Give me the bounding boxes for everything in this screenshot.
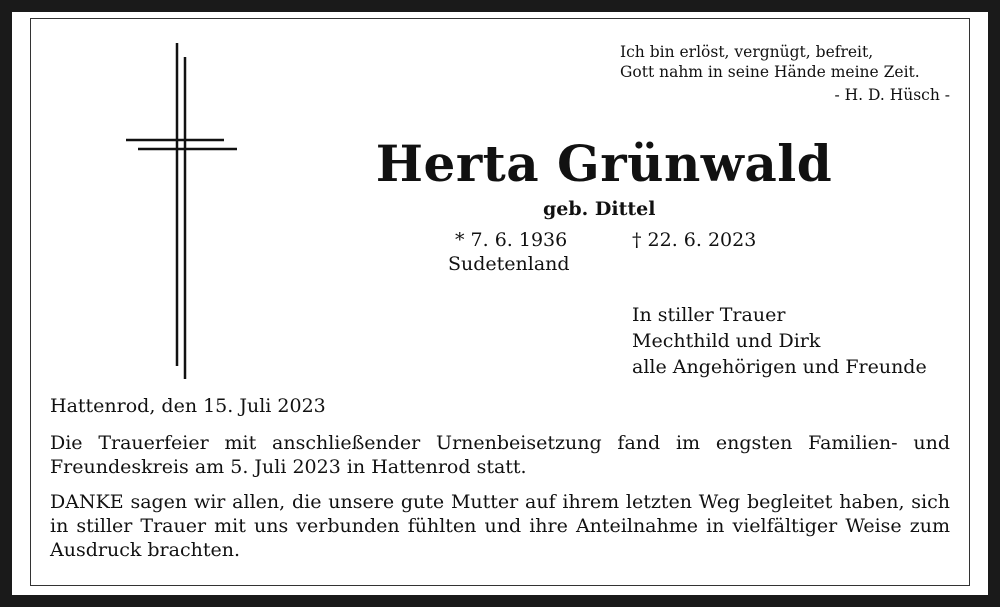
- date-of-birth: * 7. 6. 1936: [455, 229, 568, 251]
- mourners-line-3: alle Angehörigen und Freunde: [632, 356, 927, 378]
- place-date: Hattenrod, den 15. Juli 2023: [50, 395, 326, 417]
- mourners-line-2: Mechthild und Dirk: [632, 330, 821, 352]
- date-of-death: † 22. 6. 2023: [632, 229, 757, 251]
- funeral-notice-paragraph: Die Trauerfeier mit anschließender Urnenbeisetzung fand im engsten Familien- und Freundeskreis am 5. Juli 2023 in Hattenrod statt.: [50, 432, 950, 478]
- quote: [620, 42, 920, 82]
- thanks-paragraph: DANKE sagen wir allen, die unsere gute Mutter auf ihrem letzten Weg begleitet haben, sich in stiller Trauer mit uns verbunden fühlten und ihre Anteilnahme in vielfältiger Weise zum Ausdruck brachten.: [50, 491, 950, 561]
- quote-author: - H. D. Hüsch -: [834, 86, 950, 104]
- mourners-line-1: In stiller Trauer: [632, 304, 786, 326]
- birth-name: geb. Dittel: [543, 198, 656, 220]
- cross-icon: [120, 40, 245, 385]
- birthplace: Sudetenland: [448, 253, 570, 275]
- mourners: [632, 302, 927, 380]
- deceased-name: Herta Grünwald: [375, 134, 833, 193]
- quote-line-1: Ich bin erlöst, vergnügt, befreit,: [620, 43, 874, 61]
- quote-line-2: Gott nahm in seine Hände meine Zeit.: [620, 63, 920, 81]
